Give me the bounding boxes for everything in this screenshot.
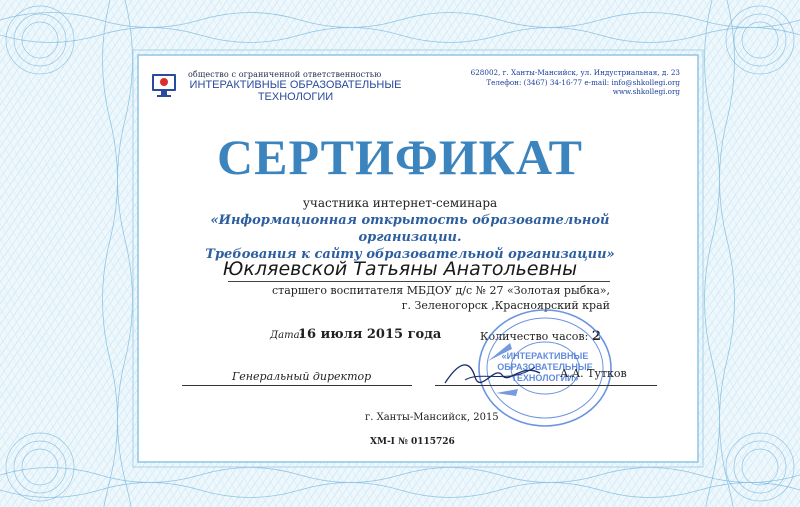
org-legal-form: общество с ограниченной ответственностью <box>188 70 382 79</box>
certificate-title: СЕРТИФИКАТ <box>216 129 583 185</box>
date-value: 16 июля 2015 года <box>298 327 442 342</box>
hours-label: Количество часов: <box>480 330 589 343</box>
org-website: www.shkollegi.org <box>612 87 680 96</box>
serial-number: ХМ-I № 0115726 <box>370 437 455 447</box>
seminar-title <box>180 212 640 263</box>
date-label: Дата: <box>270 330 303 341</box>
seminar-title-line1: «Информационная открытость образовательной организации. <box>210 213 610 245</box>
position-line1: старшего воспитателя МБДОУ д/с № 27 «Золотая рыбка», <box>271 284 610 297</box>
recipient-underline <box>228 281 610 282</box>
position-line2: г. Зеленогорск ,Красноярский край <box>401 299 610 312</box>
stamp-line3: ТЕХНОЛОГИИ» <box>511 373 579 383</box>
participant-label: участника интернет-семинара <box>302 196 498 210</box>
director-title: Генеральный директор <box>232 370 372 383</box>
signature-line <box>435 385 657 386</box>
director-name: А.А. Тутков <box>560 367 627 380</box>
director-title-line <box>182 385 412 386</box>
org-name <box>168 79 423 103</box>
recipient-name: Юкляевской Татьяны Анатольевны <box>222 258 578 280</box>
org-address: 628002, г. Ханты-Мансийск, ул. Индустриальная, д. 23 <box>470 68 680 77</box>
org-name-line1: ИНТЕРАКТИВНЫЕ ОБРАЗОВАТЕЛЬНЫЕ <box>189 79 402 91</box>
hours-value: 2 <box>591 329 601 344</box>
city-year: г. Ханты-Мансийск, 2015 <box>365 412 499 423</box>
stamp-line1: «ИНТЕРАКТИВНЫЕ <box>501 351 589 361</box>
seminar-title-line2: Требования к сайту образовательной организации» <box>205 247 615 262</box>
org-contacts <box>440 68 680 97</box>
stamp-line2: ОБРАЗОВАТЕЛЬНЫЕ <box>497 362 593 372</box>
org-name-line2: ТЕХНОЛОГИИ <box>257 91 334 103</box>
org-phone-email: Телефон: (3467) 34-16-77 e-mail: info@shkollegi.org <box>486 77 680 87</box>
